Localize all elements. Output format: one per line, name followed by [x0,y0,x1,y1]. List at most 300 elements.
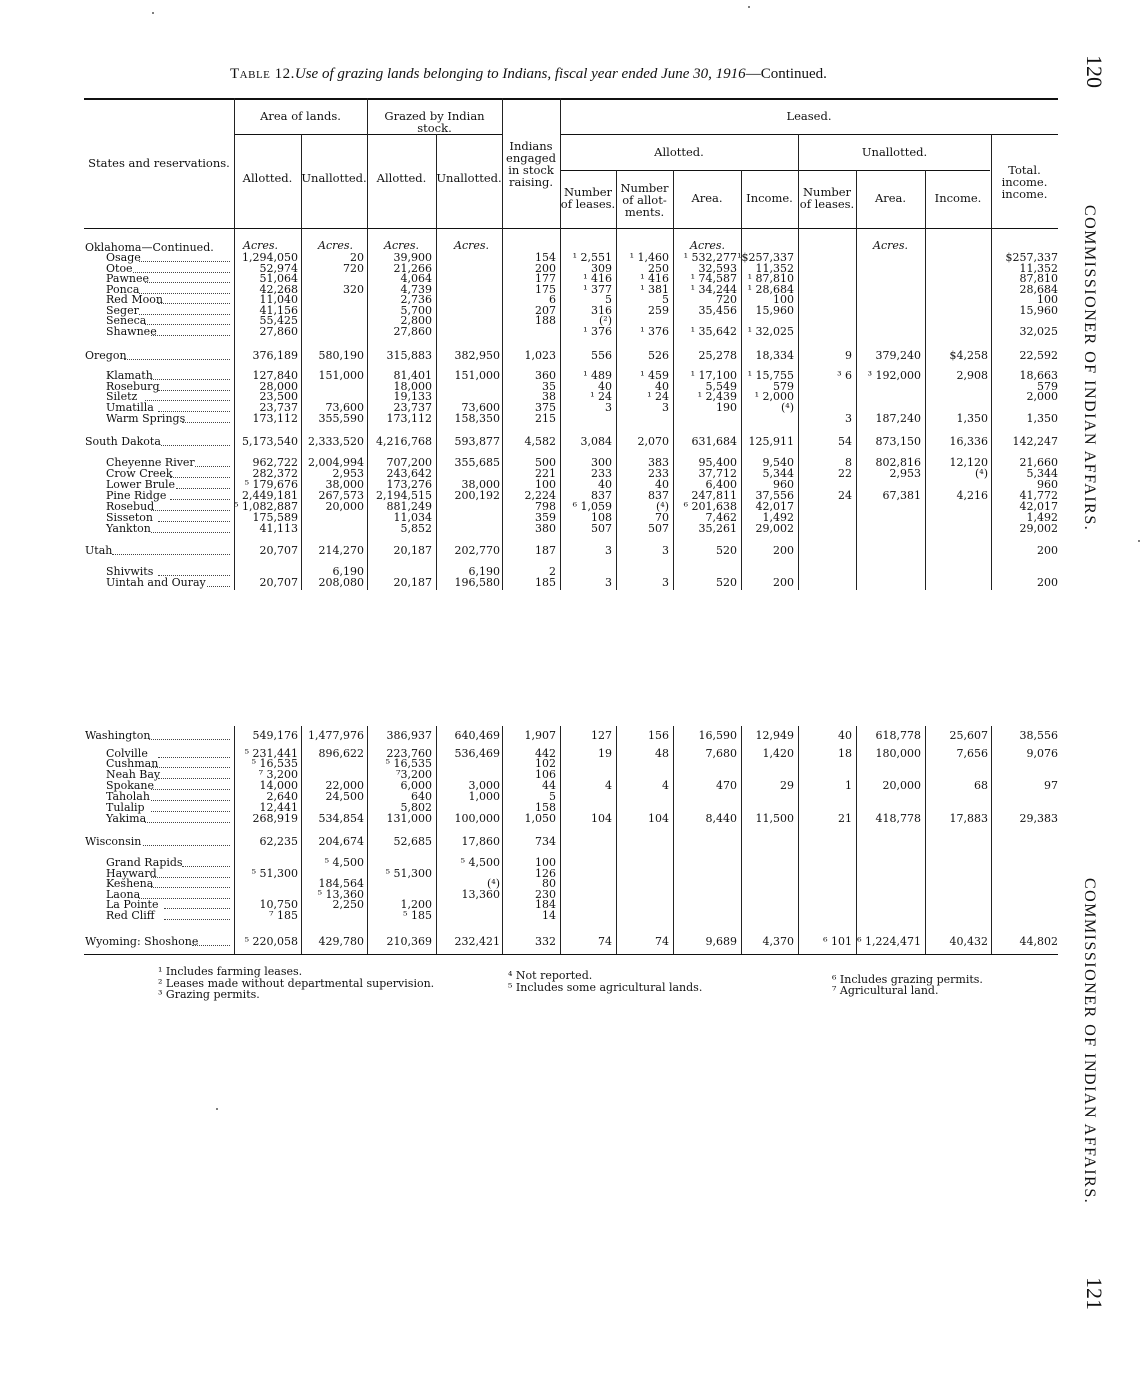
row-label: Lower Brule [106,478,176,491]
table-cell: ¹ 28,684 [747,283,794,296]
table-cell: 382,950 [454,349,500,362]
table-cell: 282,372 [252,467,298,480]
leader-dots [151,379,230,380]
table-cell: 11,500 [755,812,794,825]
table-cell: 100 [535,478,556,491]
table-cell: 1,294,050 [242,251,298,264]
leader-dots [145,282,230,283]
table-cell: 593,877 [454,435,500,448]
table-cell: 960 [773,478,794,491]
table-cell: 16,590 [698,729,737,742]
col-indians-engaged: Indians engaged in stock raising. [506,139,556,189]
col-area-of-lands: Area of lands. [260,109,341,123]
table-cell: 17,860 [461,835,500,848]
table-cell: 208,080 [318,576,364,589]
table-cell: 2,449,181 [242,489,298,502]
table-cell: 16,336 [949,435,988,448]
unit-acres: Acres. [873,239,909,252]
footnote-4: ⁴ Not reported. [508,969,593,982]
table-cell: ¹ 376 [640,325,669,338]
table-cell: 40 [598,380,612,393]
table-cell: $4,258 [949,349,988,362]
row-label: Utah [85,544,113,557]
table-cell: (⁴) [781,401,794,414]
table-cell: 100 [535,856,556,869]
table-cell: 158 [535,801,556,814]
col-leased-allotted: Allotted. [654,145,704,159]
row-label: Seneca [106,314,147,327]
table-cell: (⁴) [975,467,988,480]
table-cell: 14,000 [259,779,298,792]
row-label: Hayward [106,867,157,880]
table-cell: 42,017 [755,500,794,513]
table-cell: 2,640 [266,790,298,803]
table-cell: 20 [350,251,364,264]
table-cell: 127,840 [252,369,298,382]
row-label: Pawnee [106,272,149,285]
table-cell: ¹ 381 [640,283,669,296]
table-cell: 40 [598,478,612,491]
col-number-of-leases: Number of leases. [560,185,616,211]
col-grazed: Grazed by Indian stock. [384,109,485,135]
col-number-of-allotments: Number of allot-ments. [620,181,669,219]
table-cell: 9,076 [1026,747,1058,760]
table-cell: 23,737 [259,401,298,414]
table-cell: 1,050 [524,812,556,825]
row-label: Umatilla [106,401,154,414]
table-cell: 20,707 [259,576,298,589]
table-cell: ⁶ 1,059 [572,500,612,513]
footnote-7: ⁷ Agricultural land. [832,984,939,997]
table-cell: 185 [535,576,556,589]
table-cell: 579 [773,380,794,393]
table-cell: 2,953 [332,467,364,480]
table-cell: 1,350 [956,412,988,425]
unit-acres: Acres. [690,239,726,252]
table-cell: 27,860 [393,325,432,338]
table-cell: 300 [591,456,612,469]
table-cell: 267,573 [318,489,364,502]
row-label: Osage [106,251,141,264]
table-cell: ⁵ 185 [403,909,432,922]
table-cell: 233 [591,467,612,480]
table-cell: ¹ 532,277 [683,251,737,264]
table-cell: ¹ 377 [583,283,612,296]
table-cell: 9,689 [705,935,737,948]
table-cell: 233 [648,467,669,480]
table-cell: 151,000 [454,369,500,382]
table-cell: 383 [648,456,669,469]
col-allotted: Allotted. [242,171,293,185]
table-cell: 184 [535,898,556,911]
leader-dots [192,945,230,946]
table-cell: 11,352 [755,262,794,275]
row-label: Roseburg [106,380,160,393]
leader-dots [164,908,230,909]
table-cell: 22,592 [1019,349,1058,362]
footnote-2: ² Leases made without departmental supervision. [158,977,435,990]
row-label: Keshena [106,877,154,890]
table-cell: 21 [838,812,852,825]
table-cell: 470 [716,779,737,792]
table-cell: 44,802 [1019,935,1058,948]
row-label: Otoe [106,262,133,275]
table-cell: 40,432 [949,935,988,948]
table-cell: 556 [591,349,612,362]
leader-dots [158,390,230,391]
table-cell: 962,722 [252,456,298,469]
table-cell: 11,040 [259,293,298,306]
table-cell: 1,200 [400,898,432,911]
scan-speck [748,6,750,8]
unit-acres: Acres. [318,239,354,252]
table-cell: 418,778 [875,812,921,825]
running-head-bottom: COMMISSIONER OF INDIAN AFFAIRS. [1081,878,1098,1205]
table-cell: (²) [599,314,612,327]
table-cell: $257,337 [1005,251,1058,264]
table-cell: 24 [838,489,852,502]
table-cell: 2,736 [400,293,432,306]
table-cell: ¹ 32,025 [747,325,794,338]
table-cell: 268,919 [252,812,298,825]
table-cell: 73,600 [461,401,500,414]
table-cell: 97 [1044,779,1058,792]
table-cell: 20,000 [325,500,364,513]
table-cell: 500 [535,456,556,469]
table-cell: 100 [773,293,794,306]
table-cell: 200 [773,544,794,557]
table-cell: 232,421 [454,935,500,948]
table-cell: ⁷ 185 [269,909,298,922]
table-cell: 12,441 [259,801,298,814]
table-cell: 6 [549,293,556,306]
leader-dots [151,335,230,336]
table-cell: 175,589 [252,511,298,524]
table-cell: 2,194,515 [376,489,432,502]
table-cell: 2,250 [332,898,364,911]
table-cell: 1,492 [1026,511,1058,524]
col-leased-unallotted: Unallotted. [861,145,928,159]
table-cell: 7,462 [705,511,737,524]
col-leased: Leased. [786,109,832,123]
page-number-top: 120 [1082,55,1107,88]
table-cell: ⁵ 4,500 [460,856,500,869]
row-label: Spokane [106,779,155,792]
row-label: Red Cliff [106,909,155,922]
table-cell: 802,816 [875,456,921,469]
table-cell: 80 [542,877,556,890]
table-cell: 247,811 [691,489,737,502]
table-cell: 37,556 [755,489,794,502]
table-cell: 375 [535,401,556,414]
table-cell: 4,216 [956,489,988,502]
table-cell: 1,907 [524,729,556,742]
table-cell: ⁶ 1,224,471 [857,935,921,948]
table-cell: 896,622 [318,747,364,760]
table-cell: 29 [780,779,794,792]
row-label: Seger [106,304,139,317]
table-cell: 20,707 [259,544,298,557]
table-cell: ¹ 416 [583,272,612,285]
row-label: Yakima [106,812,147,825]
table-cell: 2,000 [1026,390,1058,403]
table-cell: 81,401 [393,369,432,382]
table-cell: 798 [535,500,556,513]
table-cell: 18,334 [755,349,794,362]
table-cell: 200 [1037,544,1058,557]
table-cell: 173,112 [252,412,298,425]
table-cell: 32,025 [1019,325,1058,338]
table-cell: 44 [542,779,556,792]
header-bottom-rule [84,228,1058,229]
table-cell: 87,810 [1019,272,1058,285]
table-cell: 108 [591,511,612,524]
leader-dots [158,778,230,779]
leader-dots [149,739,230,740]
row-label: Taholah [106,790,150,803]
table-cell: 2,333,520 [308,435,364,448]
table-cell: 19,133 [393,390,432,403]
col-states: States and reservations. [88,156,230,170]
table-cell: 520 [716,576,737,589]
table-cell: 320 [343,283,364,296]
page-number-bottom: 121 [1082,1277,1107,1310]
col-grazed-unallotted: Unallotted. [436,171,502,185]
table-cell: ⁶ 101 [823,935,852,948]
unit-acres: Acres. [384,239,420,252]
table-cell: 720 [343,262,364,275]
table-cell: 41,772 [1019,489,1058,502]
footnote-3: ³ Grazing permits. [158,988,260,1001]
table-cell: 9,540 [762,456,794,469]
table-cell: 386,937 [386,729,432,742]
table-cell: ³ 6 [837,369,852,382]
table-cell: 200 [1037,576,1058,589]
table-cell: 48 [655,747,669,760]
table-cell: 5,344 [1026,467,1058,480]
table-cell: ¹ 15,755 [747,369,794,382]
leader-dots [182,422,230,423]
table-cell: 9 [845,349,852,362]
col-total-income: Total. income. income. [1001,163,1048,201]
table-cell: 25,278 [698,349,737,362]
table-cell: 214,270 [318,544,364,557]
table-cell: 18,663 [1019,369,1058,382]
leader-dots [151,532,230,533]
table-cell: 579 [1037,380,1058,393]
table-cell: 35 [542,380,556,393]
table-cell: 187,240 [875,412,921,425]
leader-dots [161,445,230,446]
table-title-text: Use of grazing lands belonging to Indians, fiscal year ended June 30, 1916 [294,66,746,82]
table-cell: 640 [411,790,432,803]
unit-acres: Acres. [243,239,279,252]
row-label: Shawnee [106,325,157,338]
table-cell: 442 [535,747,556,760]
table-cell: 175 [535,283,556,296]
table-cell: 5,802 [400,801,432,814]
leader-dots [145,324,230,325]
table-cell: 17,883 [949,812,988,825]
table-cell: 62,235 [259,835,298,848]
table-cell: 202,770 [454,544,500,557]
table-cell: 14 [542,909,556,922]
table-cell: 39,900 [393,251,432,264]
table-cell: 3 [605,576,612,589]
table-cell: 51,064 [259,272,298,285]
table-cell: 2 [549,565,556,578]
table-cell: 360 [535,369,556,382]
table-cell: 1,000 [468,790,500,803]
table-cell: 40 [655,380,669,393]
table-top-rule [84,98,1058,100]
leader-dots [151,789,230,790]
table-cell: 20,187 [393,544,432,557]
footnote-1: ¹ Includes farming leases. [158,965,303,978]
table-cell: ¹ 87,810 [747,272,794,285]
table-cell: 580,190 [318,349,364,362]
table-cell: 104 [591,812,612,825]
table-cell: ¹ 74,587 [690,272,737,285]
table-cell: 640,469 [454,729,500,742]
table-cell: 6,400 [705,478,737,491]
table-cell: 507 [648,522,669,535]
table-cell: 37,712 [698,467,737,480]
row-label: Grand Rapids [106,856,183,869]
table-cell: 5,549 [705,380,737,393]
table-cell: 100,000 [454,812,500,825]
leader-dots [145,822,230,823]
table-cell: 156 [648,729,669,742]
table-cell: 5,700 [400,304,432,317]
table-cell: 720 [716,293,737,306]
table-cell: 73,600 [325,401,364,414]
table-cell: 429,780 [318,935,364,948]
table-cell: 3,084 [580,435,612,448]
footnote-6: ⁶ Includes grazing permits. [832,973,983,986]
unit-acres: Acres. [454,239,490,252]
table-cell: 32,593 [698,262,737,275]
table-cell: 5 [662,293,669,306]
table-cell: 196,580 [454,576,500,589]
scan-speck [216,1108,218,1110]
leader-dots [139,314,230,315]
leader-dots [112,554,230,555]
table-cell: 2,953 [889,467,921,480]
header-rule-2 [560,134,1058,135]
table-cell: 11,034 [393,511,432,524]
table-cell: ¹ 2,551 [572,251,612,264]
col-area: Area. [691,191,723,205]
row-label: Sisseton [106,511,153,524]
table-cell: 5,344 [762,467,794,480]
row-label: South Dakota [85,435,161,448]
row-label: Washington [85,729,151,742]
table-cell: (⁴) [656,500,669,513]
table-cell: 35,261 [698,522,737,535]
table-cell: 507 [591,522,612,535]
col-unallotted-income: Income. [934,191,982,205]
table-cell: 221 [535,467,556,480]
table-cell: (⁴) [487,877,500,890]
table-cell: 4,370 [762,935,794,948]
table-cell: 707,200 [386,456,432,469]
table-cell: 534,854 [318,812,364,825]
table-cell: ⁷ 3,200 [258,768,298,781]
table-cell: ¹$257,337 [737,251,794,264]
leader-dots [151,811,230,812]
table-cell: 1,023 [524,349,556,362]
table-cell: 187 [535,544,556,557]
table-cell: ¹ 24 [647,390,669,403]
table-cell: 536,469 [454,747,500,760]
table-title [230,66,827,83]
table-cell: ⁵ 231,441 [244,747,298,760]
table-cell: 177 [535,272,556,285]
table-cell: 4 [662,779,669,792]
row-label: Wyoming: Shoshone [85,935,199,948]
table-cell: 52,685 [393,835,432,848]
table-cell: 3 [605,401,612,414]
leader-dots [158,757,230,758]
table-cell: 27,860 [259,325,298,338]
table-cell: 1,420 [762,747,794,760]
col-unallotted-number-of-leases: Number of leases. [799,185,855,211]
table-cell: 355,590 [318,412,364,425]
table-bottom-rule [84,954,1058,955]
table-cell: 188 [535,314,556,327]
table-cell: 55,425 [259,314,298,327]
table-cell: 173,276 [386,478,432,491]
table-cell: 12,120 [949,456,988,469]
table-cell: 67,381 [882,489,921,502]
row-label: Warm Springs [106,412,186,425]
table-cell: ¹ 416 [640,272,669,285]
table-cell: 12,949 [755,729,794,742]
row-label: Siletz [106,390,138,403]
table-cell: ⁷3,200 [396,768,432,781]
row-label: Shivwits [106,565,154,578]
table-cell: 526 [648,349,669,362]
table-cell: 131,000 [386,812,432,825]
table-cell: 207 [535,304,556,317]
col-income: Income. [746,191,793,205]
row-label: Red Moon [106,293,163,306]
table-cell: 95,400 [698,456,737,469]
leader-dots [176,488,230,489]
col-unallotted: Unallotted. [301,171,367,185]
table-cell: 15,960 [755,304,794,317]
row-label: La Pointe [106,898,159,911]
leader-dots [151,510,230,511]
table-cell: 8 [845,456,852,469]
leader-dots [151,877,230,878]
table-cell: 549,176 [252,729,298,742]
leader-dots [182,866,230,867]
table-cell: 158,350 [454,412,500,425]
row-label: Laona [106,888,141,901]
table-cell: 13,360 [461,888,500,901]
table-cell: 200 [535,262,556,275]
running-head-top: COMMISSIONER OF INDIAN AFFAIRS. [1081,205,1098,532]
table-cell: ¹ 24 [590,390,612,403]
table-cell: 18,000 [393,380,432,393]
row-label: Cheyenne River [106,456,195,469]
table-cell: 40 [655,478,669,491]
table-cell: ¹ 1,460 [629,251,669,264]
table-cell: 359 [535,511,556,524]
row-label: Oklahoma—Continued. [85,241,214,254]
